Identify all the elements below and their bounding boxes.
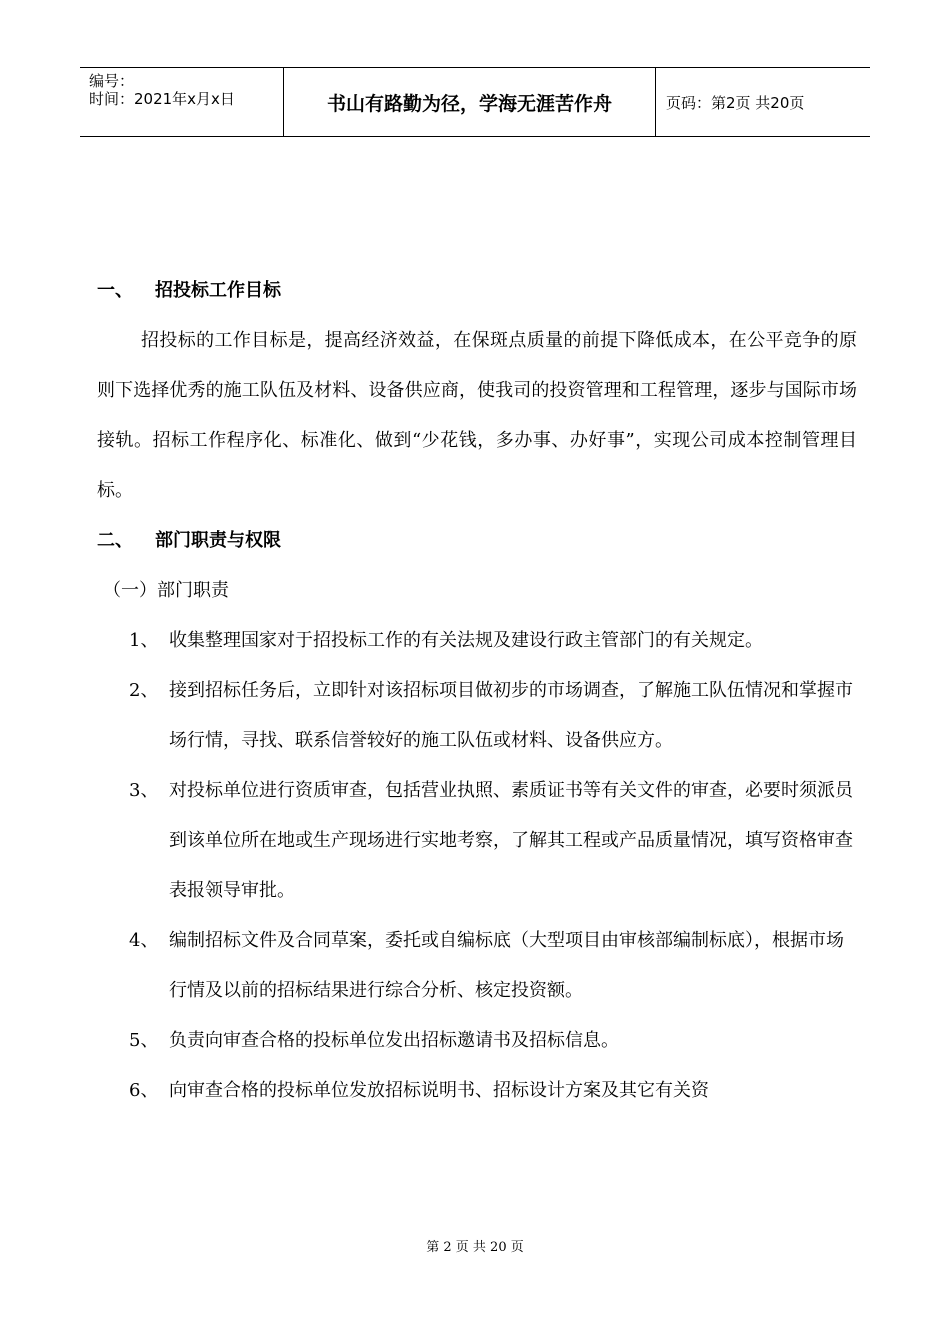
list-item-number: 1、 xyxy=(129,630,159,651)
list-item-text: 对投标单位进行资质审查，包括营业执照、素质证书等有关文件的审查，必要时须派员到该单位所在地或生产现场进行实地考察，了解其工程或产品质量情况，填写资格审查表报领导审批。 xyxy=(169,780,853,901)
document-body xyxy=(97,266,857,1116)
list-item-text: 向审查合格的投标单位发放招标说明书、招标设计方案及其它有关资 xyxy=(169,1080,709,1101)
section-title: 招投标工作目标 xyxy=(155,280,281,301)
list-item xyxy=(97,916,857,1016)
list-item xyxy=(97,1066,857,1116)
list-item xyxy=(97,666,857,766)
section-number: 一、 xyxy=(97,280,133,301)
section-title: 部门职责与权限 xyxy=(155,530,281,551)
list-item xyxy=(97,616,857,666)
list-item-text: 负责向审查合格的投标单位发出招标邀请书及招标信息。 xyxy=(169,1030,619,1051)
header-meta xyxy=(80,68,284,136)
page-footer: 第 2 页 共 20 页 xyxy=(426,1240,524,1255)
time-label: 时间：2021年x月x日 xyxy=(89,90,235,108)
list-item-number: 2、 xyxy=(129,680,159,701)
header-page-info: 页码：第2页 共20页 xyxy=(666,93,805,112)
page-header xyxy=(80,67,870,137)
subheading: （一）部门职责 xyxy=(103,580,229,601)
section-heading-2 xyxy=(97,516,857,566)
section-heading-1 xyxy=(97,266,857,316)
number-label: 编号： xyxy=(89,72,135,90)
list-item-number: 4、 xyxy=(129,930,159,951)
list-item-number: 6、 xyxy=(129,1080,159,1101)
section-1-paragraph: 招投标的工作目标是，提高经济效益，在保斑点质量的前提下降低成本，在公平竞争的原则下选择优秀的施工队伍及材料、设备供应商，使我司的投资管理和工程管理，逐步与国际市场接轨。招标工作程序化、标准化、做到“少花钱，多办事、办好事”，实现公司成本控制管理目标。 xyxy=(97,330,857,501)
list-item-text: 编制招标文件及合同草案，委托或自编标底（大型项目由审核部编制标底），根据市场行情及以前的招标结果进行综合分析、核定投资额。 xyxy=(169,930,844,1001)
list-item xyxy=(97,1016,857,1066)
header-motto: 书山有路勤为径，学海无涯苦作舟 xyxy=(284,68,656,136)
list-item-number: 3、 xyxy=(129,780,159,801)
section-number: 二、 xyxy=(97,530,133,551)
list-item-number: 5、 xyxy=(129,1030,159,1051)
list-item-text: 收集整理国家对于招投标工作的有关法规及建设行政主管部门的有关规定。 xyxy=(169,630,763,651)
list-item xyxy=(97,766,857,916)
list-item-text: 接到招标任务后，立即针对该招标项目做初步的市场调查，了解施工队伍情况和掌握市场行情，寻找、联系信誉较好的施工队伍或材料、设备供应方。 xyxy=(169,680,853,751)
